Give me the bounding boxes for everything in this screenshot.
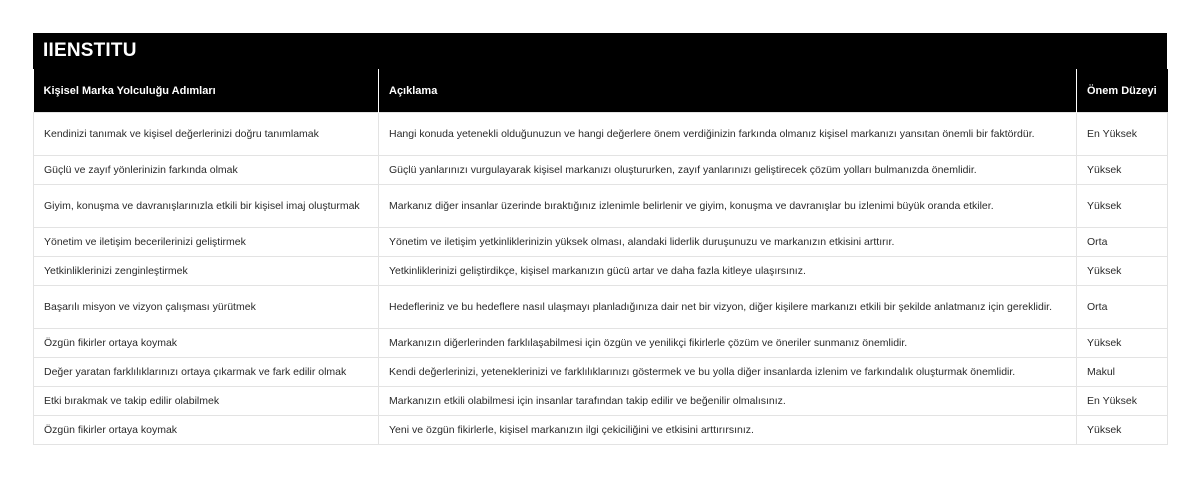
header-description: Açıklama xyxy=(379,69,1077,113)
description-cell: Hedefleriniz ve bu hedeflere nasıl ulaşmayı planladığınıza dair net bir vizyon, diğer kişilere markanızı etkili bir şekilde anlatmanız için gereklidir. xyxy=(379,286,1077,329)
brand-title: IIENSTITU xyxy=(33,33,1167,69)
description-cell: Markanızın etkili olabilmesi için insanlar tarafından takip edilir ve beğenilir olmalısınız. xyxy=(379,387,1077,416)
table-row xyxy=(34,286,1168,329)
table-row xyxy=(34,416,1168,445)
step-cell: Giyim, konuşma ve davranışlarınızla etkili bir kişisel imaj oluşturmak xyxy=(34,185,379,228)
header-importance: Önem Düzeyi xyxy=(1077,69,1168,113)
step-cell: Değer yaratan farklılıklarınızı ortaya çıkarmak ve fark edilir olmak xyxy=(34,358,379,387)
description-cell: Markanızın diğerlerinden farklılaşabilmesi için özgün ve yenilikçi fikirlerle çözüm ve öneriler sunmanız önemlidir. xyxy=(379,329,1077,358)
importance-cell: Yüksek xyxy=(1077,329,1168,358)
table-row xyxy=(34,113,1168,156)
table-row xyxy=(34,185,1168,228)
importance-cell: En Yüksek xyxy=(1077,113,1168,156)
step-cell: Etki bırakmak ve takip edilir olabilmek xyxy=(34,387,379,416)
personal-brand-table xyxy=(33,69,1168,445)
step-cell: Kendinizi tanımak ve kişisel değerlerinizi doğru tanımlamak xyxy=(34,113,379,156)
table-row xyxy=(34,358,1168,387)
importance-cell: Yüksek xyxy=(1077,257,1168,286)
table-row xyxy=(34,156,1168,185)
description-cell: Güçlü yanlarınızı vurgulayarak kişisel markanızı oluştururken, zayıf yanlarınızı geliştirecek çözüm yolları bulmanızda önemlidir. xyxy=(379,156,1077,185)
importance-cell: Makul xyxy=(1077,358,1168,387)
importance-cell: En Yüksek xyxy=(1077,387,1168,416)
step-cell: Yönetim ve iletişim becerilerinizi geliştirmek xyxy=(34,228,379,257)
step-cell: Güçlü ve zayıf yönlerinizin farkında olmak xyxy=(34,156,379,185)
header-steps: Kişisel Marka Yolculuğu Adımları xyxy=(34,69,379,113)
table-row xyxy=(34,387,1168,416)
importance-cell: Yüksek xyxy=(1077,156,1168,185)
table-row xyxy=(34,228,1168,257)
step-cell: Özgün fikirler ortaya koymak xyxy=(34,416,379,445)
table-header-row xyxy=(34,69,1168,113)
content-table-container xyxy=(33,33,1167,445)
description-cell: Yeni ve özgün fikirlerle, kişisel markanızın ilgi çekiciliğini ve etkisini arttırırsınız. xyxy=(379,416,1077,445)
description-cell: Markanız diğer insanlar üzerinde bıraktığınız izlenimle belirlenir ve giyim, konuşma ve davranışlar bu izlenimi büyük oranda etkiler. xyxy=(379,185,1077,228)
importance-cell: Orta xyxy=(1077,286,1168,329)
description-cell: Yetkinliklerinizi geliştirdikçe, kişisel markanızın gücü artar ve daha fazla kitleye ulaşırsınız. xyxy=(379,257,1077,286)
description-cell: Yönetim ve iletişim yetkinliklerinizin yüksek olması, alandaki liderlik duruşunuzu ve markanızın etkisini arttırır. xyxy=(379,228,1077,257)
importance-cell: Yüksek xyxy=(1077,185,1168,228)
description-cell: Kendi değerlerinizi, yeteneklerinizi ve farklılıklarınızı göstermek ve bu yolla diğer insanlarda izlenim ve farkındalık oluşturmak önemlidir. xyxy=(379,358,1077,387)
importance-cell: Yüksek xyxy=(1077,416,1168,445)
step-cell: Yetkinliklerinizi zenginleştirmek xyxy=(34,257,379,286)
description-cell: Hangi konuda yetenekli olduğunuzun ve hangi değerlere önem verdiğinizin farkında olmanız kişisel markanızı yansıtan önemli bir faktördür. xyxy=(379,113,1077,156)
step-cell: Başarılı misyon ve vizyon çalışması yürütmek xyxy=(34,286,379,329)
table-row xyxy=(34,257,1168,286)
importance-cell: Orta xyxy=(1077,228,1168,257)
step-cell: Özgün fikirler ortaya koymak xyxy=(34,329,379,358)
table-row xyxy=(34,329,1168,358)
